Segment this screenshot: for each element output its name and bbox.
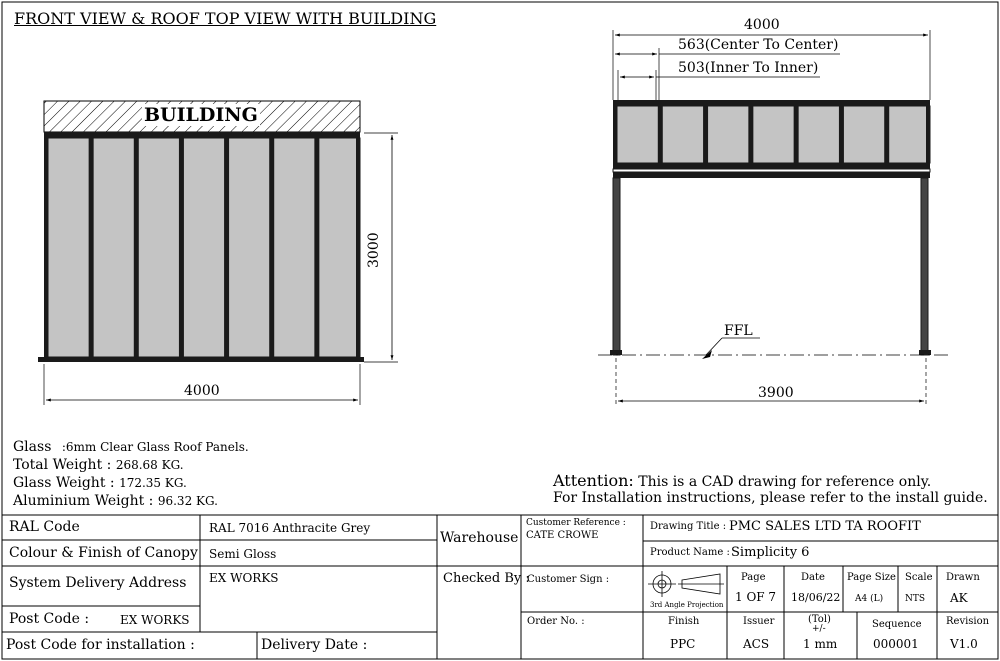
roof-glass-panels <box>613 106 930 163</box>
sequence-value: 000001 <box>873 637 919 651</box>
spec-glass-weight-value: 172.35 KG. <box>119 476 187 490</box>
front-width-dim: 4000 <box>184 383 220 399</box>
left-post <box>613 178 620 355</box>
finish-value: PPC <box>670 637 696 651</box>
spec-glass-value: :6mm Clear Glass Roof Panels. <box>61 440 249 454</box>
drawing-title: FRONT VIEW & ROOF TOP VIEW WITH BUILDING <box>14 9 437 28</box>
scale-value: NTS <box>905 594 926 604</box>
front-glass-panel <box>138 138 179 357</box>
front-view <box>38 101 398 405</box>
sequence-label: Sequence <box>872 619 922 630</box>
page-label: Page <box>741 572 766 583</box>
post-code-value: EX WORKS <box>120 613 190 627</box>
front-beam <box>613 172 930 178</box>
front-glazing-bar <box>44 138 48 357</box>
front-glass-panel <box>93 138 134 357</box>
date-value: 18/06/22 <box>791 591 841 604</box>
roof-glazing-bar <box>613 106 617 163</box>
scale-label: Scale <box>905 572 933 583</box>
front-glazing-bar <box>225 138 229 357</box>
product-name-label: Product Name : <box>650 547 730 558</box>
spec-total-weight-value: 268.68 KG. <box>115 458 184 472</box>
date-label: Date <box>801 572 825 583</box>
spec-alu-weight <box>13 493 218 509</box>
spec-alu-weight-value: 96.32 KG. <box>157 494 218 508</box>
roof-overall-dim: 4000 <box>744 17 780 33</box>
roof-glass-panel <box>708 106 749 163</box>
drawn-label: Drawn <box>946 572 980 583</box>
tol-value: 1 mm <box>803 637 838 651</box>
roof-glass-panel <box>843 106 884 163</box>
roof-glass-panel <box>617 106 658 163</box>
revision-label: Revision <box>946 616 990 627</box>
roof-glazing-bar <box>658 106 662 163</box>
issuer-label: Issuer <box>743 616 775 627</box>
page-size-value: A4 (L) <box>855 594 884 604</box>
spec-glass-label: Glass <box>13 439 52 455</box>
product-name-value: Simplicity 6 <box>731 545 810 560</box>
attention-line-1 <box>553 471 931 490</box>
roof-inner-dim: 503(Inner To Inner) <box>678 60 819 76</box>
roof-glazing-bar <box>749 106 753 163</box>
front-glass-panel <box>183 138 224 357</box>
roof-glazing-bar <box>839 106 843 163</box>
roof-glass-panel <box>889 106 930 163</box>
post-code-install-label: Post Code for installation : <box>6 637 195 653</box>
front-gutter <box>38 357 364 362</box>
post-code-label: Post Code : <box>9 611 90 627</box>
attention-label: Attention: <box>553 471 634 490</box>
front-glazing-bar <box>356 138 360 357</box>
right-post <box>921 178 928 355</box>
revision-value: V1.0 <box>950 637 978 651</box>
page-value: 1 OF 7 <box>735 590 777 604</box>
front-glazing-bar <box>179 138 183 357</box>
roof-glazing-bar <box>704 106 708 163</box>
colour-value: Semi Gloss <box>209 547 277 561</box>
roof-glazing-bar <box>794 106 798 163</box>
front-glazing-bar <box>270 138 274 357</box>
roof-glass-panel <box>798 106 839 163</box>
spec-alu-weight-label: Aluminium Weight : <box>13 493 154 509</box>
ral-code-label: RAL Code <box>9 519 80 535</box>
front-glazing-bar <box>134 138 138 357</box>
colour-label: Colour & Finish of Canopy <box>9 545 198 561</box>
tol-symbol: +/- <box>812 624 826 634</box>
building-label: BUILDING <box>144 104 258 126</box>
customer-sign-label: Customer Sign : <box>527 574 610 585</box>
customer-ref-label: Customer Reference : <box>526 518 626 528</box>
roof-glazing-bar <box>885 106 889 163</box>
spec-glass <box>13 439 249 455</box>
ffl-label: FFL <box>724 323 753 339</box>
customer-ref-value: CATE CROWE <box>526 530 599 541</box>
roof-glazing-bar <box>926 106 930 163</box>
drawing-title-label: Drawing Title : <box>650 521 727 532</box>
checked-by-label: Checked By : <box>443 571 530 586</box>
ral-code-value: RAL 7016 Anthracite Grey <box>209 521 371 535</box>
third-angle-projection-symbol <box>648 571 724 597</box>
page-size-label: Page Size <box>847 572 896 583</box>
drawn-value: AK <box>950 591 968 605</box>
spec-glass-weight-label: Glass Weight : <box>13 475 115 491</box>
warehouse-label: Warehouse <box>440 530 519 546</box>
spec-glass-weight <box>13 475 187 491</box>
front-height-dim: 3000 <box>366 232 382 268</box>
tol-label: (Tol) <box>808 614 831 625</box>
front-glazing-bar <box>89 138 93 357</box>
spec-total-weight <box>13 457 184 473</box>
front-glass-panel <box>319 138 360 357</box>
front-glazing-bar <box>315 138 319 357</box>
attention-text-1: This is a CAD drawing for reference only. <box>638 474 932 490</box>
front-glass-panel <box>48 138 89 357</box>
roof-top-rail <box>613 100 930 106</box>
roof-bottom-rail <box>613 163 930 169</box>
front-glass-panel <box>229 138 270 357</box>
delivery-address-label: System Delivery Address <box>9 575 187 591</box>
roof-posts-dim: 3900 <box>758 385 794 401</box>
issuer-value: ACS <box>743 637 770 651</box>
roof-glass-panel <box>662 106 703 163</box>
finish-label: Finish <box>668 616 700 627</box>
spec-total-weight-label: Total Weight : <box>13 457 112 473</box>
delivery-date-label: Delivery Date : <box>261 637 368 653</box>
roof-glass-panel <box>753 106 794 163</box>
delivery-address-value: EX WORKS <box>209 571 279 585</box>
roof-view <box>598 30 948 406</box>
order-no-label: Order No. : <box>527 616 585 627</box>
wall-plate <box>44 132 360 138</box>
front-glass-panels <box>44 138 360 357</box>
front-glass-panel <box>274 138 315 357</box>
drawing-title-value: PMC SALES LTD TA ROOFIT <box>729 519 921 534</box>
roof-center-dim: 563(Center To Center) <box>678 37 839 53</box>
projection-label: 3rd Angle Projection <box>650 601 724 609</box>
attention-text-2: For Installation instructions, please refer to the install guide. <box>553 490 988 506</box>
